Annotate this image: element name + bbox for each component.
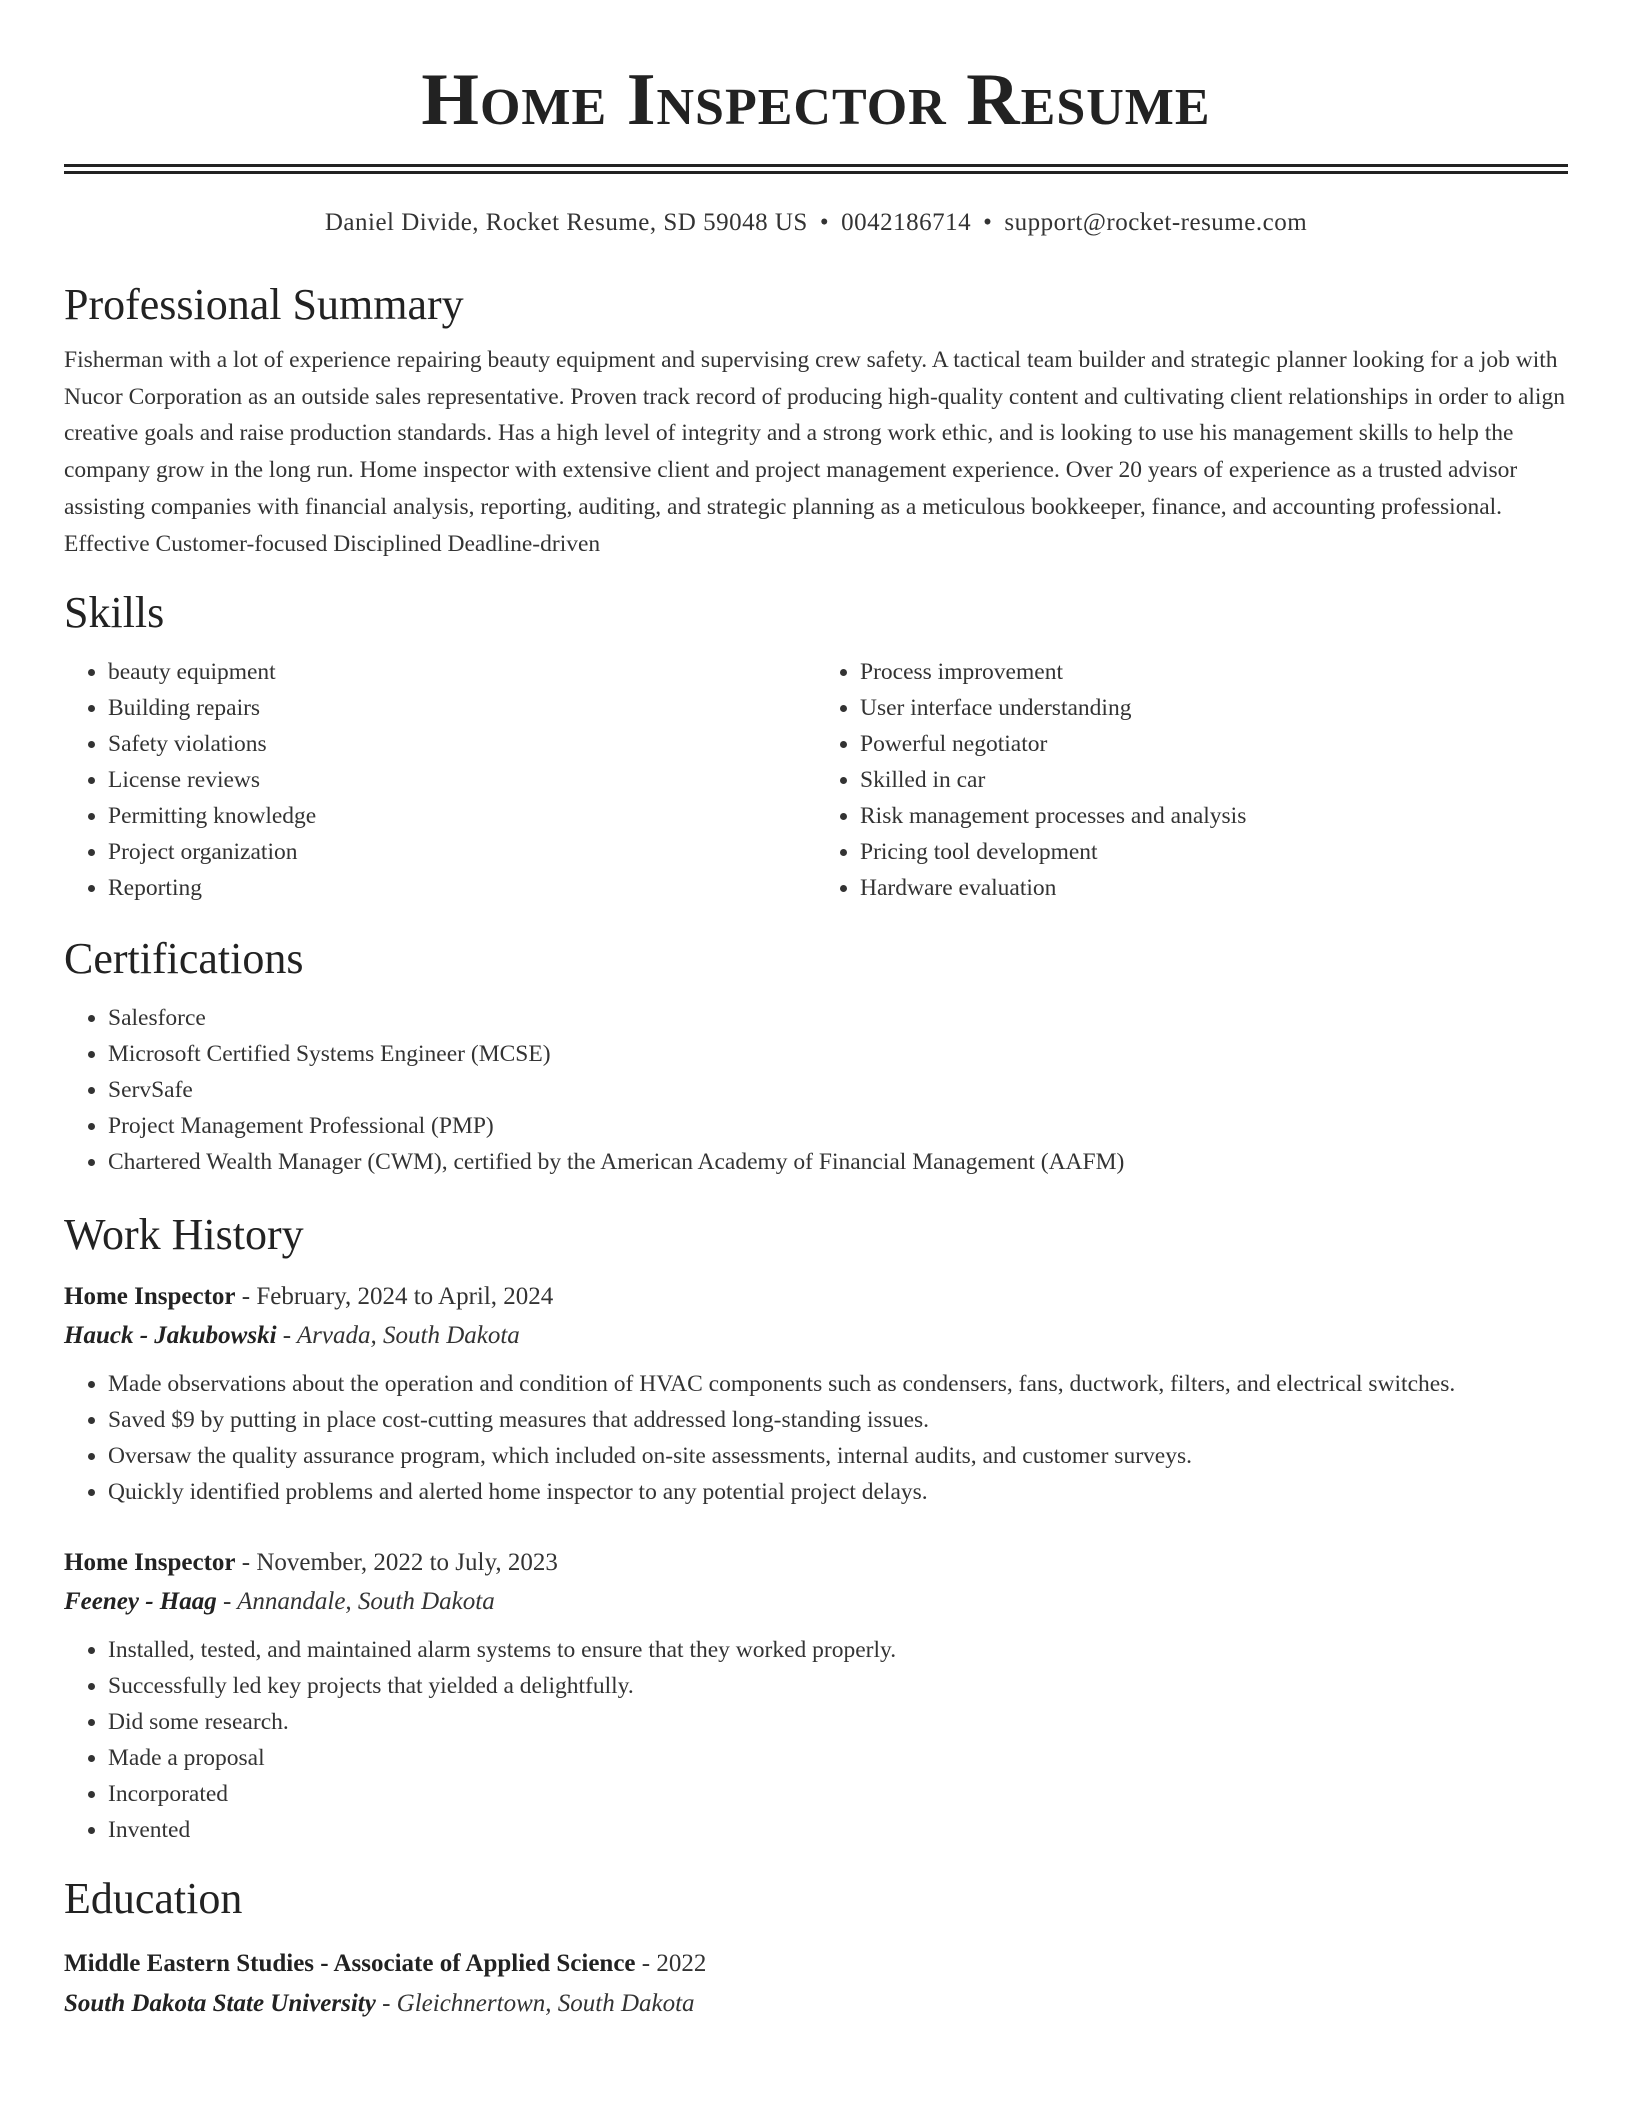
duty-item: • Saved $9 by putting in place cost-cutting measures that addressed long-standing issues.: [108, 1402, 1568, 1438]
company-name: Hauck - Jakubowski: [64, 1322, 277, 1350]
contact-email: support@rocket-resume.com: [1004, 209, 1308, 236]
job-title: Home Inspector: [64, 1283, 236, 1311]
contact-line: [64, 208, 1568, 238]
skill-item: • Safety violations: [108, 726, 816, 762]
company-line: Hauck - Jakubowski - Arvada, South Dakota: [64, 1322, 520, 1350]
skills-columns: [64, 654, 1568, 906]
duty-item: • Did some research.: [108, 1704, 1568, 1740]
summary-heading: Professional Summary: [64, 280, 464, 329]
job-duties-list: [64, 1366, 1568, 1510]
education-school: South Dakota State University: [64, 1990, 376, 2018]
education-degree-line: Middle Eastern Studies - Associate of Applied Science - 2022: [64, 1950, 707, 1978]
education-degree: Middle Eastern Studies - Associate of Applied Science: [64, 1950, 636, 1978]
page-title: Home Inspector Resume: [421, 59, 1211, 141]
education-school-line: South Dakota State University - Gleichnertown, South Dakota: [64, 1990, 695, 2018]
skill-item: • Risk management processes and analysis: [860, 798, 1568, 834]
job-duties-list: [64, 1632, 1568, 1848]
certification-item: • ServSafe: [108, 1072, 1568, 1108]
certification-item: • Project Management Professional (PMP): [108, 1108, 1568, 1144]
education-location: Gleichnertown, South Dakota: [396, 1990, 695, 2018]
duty-item: • Successfully led key projects that yielded a delightfully.: [108, 1668, 1568, 1704]
skill-item: • Pricing tool development: [860, 834, 1568, 870]
work-history-heading: Work History: [64, 1210, 304, 1260]
duty-item: • Made observations about the operation and condition of HVAC components such as condensers, fans, ductwork, filters, and electrical switches.: [108, 1366, 1568, 1402]
certifications-heading: Certifications: [64, 934, 304, 984]
skill-item: • Powerful negotiator: [860, 726, 1568, 762]
duty-item: • Invented: [108, 1812, 1568, 1848]
skill-item: • Skilled in car: [860, 762, 1568, 798]
skills-list-left: [64, 654, 816, 906]
job-dates: February, 2024 to April, 2024: [256, 1283, 554, 1311]
job-title: Home Inspector: [64, 1549, 236, 1577]
company-location: Arvada, South Dakota: [296, 1322, 520, 1350]
skill-item: • beauty equipment: [108, 654, 816, 690]
contact-address: Daniel Divide, Rocket Resume, SD 59048 US: [324, 209, 808, 236]
skill-item: • Process improvement: [860, 654, 1568, 690]
skill-item: • Project organization: [108, 834, 816, 870]
skill-item: • Hardware evaluation: [860, 870, 1568, 906]
skill-item: • License reviews: [108, 762, 816, 798]
skill-item: • Building repairs: [108, 690, 816, 726]
contact-separator: •: [819, 209, 830, 236]
contact-phone: 0042186714: [841, 209, 972, 236]
job-dates: November, 2022 to July, 2023: [256, 1549, 558, 1577]
company-location: Annandale, South Dakota: [237, 1588, 495, 1616]
education-heading: Education: [64, 1874, 243, 1924]
skills-heading: Skills: [64, 588, 165, 638]
job-title-line: Home Inspector - February, 2024 to April, 2024: [64, 1283, 554, 1311]
certification-item: • Salesforce: [108, 1000, 1568, 1036]
skill-item: • Reporting: [108, 870, 816, 906]
duty-item: • Oversaw the quality assurance program, which included on-site assessments, internal audits, and customer surveys.: [108, 1438, 1568, 1474]
education-year: 2022: [656, 1950, 707, 1978]
skill-item: • Permitting knowledge: [108, 798, 816, 834]
duty-item: • Incorporated: [108, 1776, 1568, 1812]
job-entry: [64, 1544, 1568, 1848]
skills-list-right: [816, 654, 1568, 906]
certification-item: • Chartered Wealth Manager (CWM), certified by the American Academy of Financial Management (AAFM): [108, 1144, 1568, 1180]
skill-item: • User interface understanding: [860, 690, 1568, 726]
summary-text: Fisherman with a lot of experience repairing beauty equipment and supervising crew safety. A tactical team builder and strategic planner looking for a job with Nucor Corporation as an outside sales representative. Proven track record of producing high-quality content and cultivating client relationships in order to align creative goals and raise production standards. Has a high level of integrity and a strong work ethic, and is looking to use his management skills to help the company grow in the long run. Home inspector with extensive client and project management experience. Over 20 years of experience as a trusted advisor assisting companies with financial analysis, reporting, auditing, and strategic planning as a meticulous bookkeeper, finance, and accounting professional. Effective Customer-focused Disciplined Deadline-driven: [64, 347, 1565, 557]
duty-item: • Quickly identified problems and alerted home inspector to any potential project delays.: [108, 1474, 1568, 1510]
job-entry: [64, 1278, 1568, 1510]
company-name: Feeney - Haag: [64, 1588, 217, 1616]
duty-item: • Installed, tested, and maintained alarm systems to ensure that they worked properly.: [108, 1632, 1568, 1668]
title-double-rule: [64, 164, 1568, 174]
certifications-list: [64, 1000, 1568, 1180]
duty-item: • Made a proposal: [108, 1740, 1568, 1776]
job-title-line: Home Inspector - November, 2022 to July, 2023: [64, 1549, 558, 1577]
contact-separator: •: [983, 209, 993, 236]
certification-item: • Microsoft Certified Systems Engineer (MCSE): [108, 1036, 1568, 1072]
company-line: Feeney - Haag - Annandale, South Dakota: [64, 1588, 495, 1616]
